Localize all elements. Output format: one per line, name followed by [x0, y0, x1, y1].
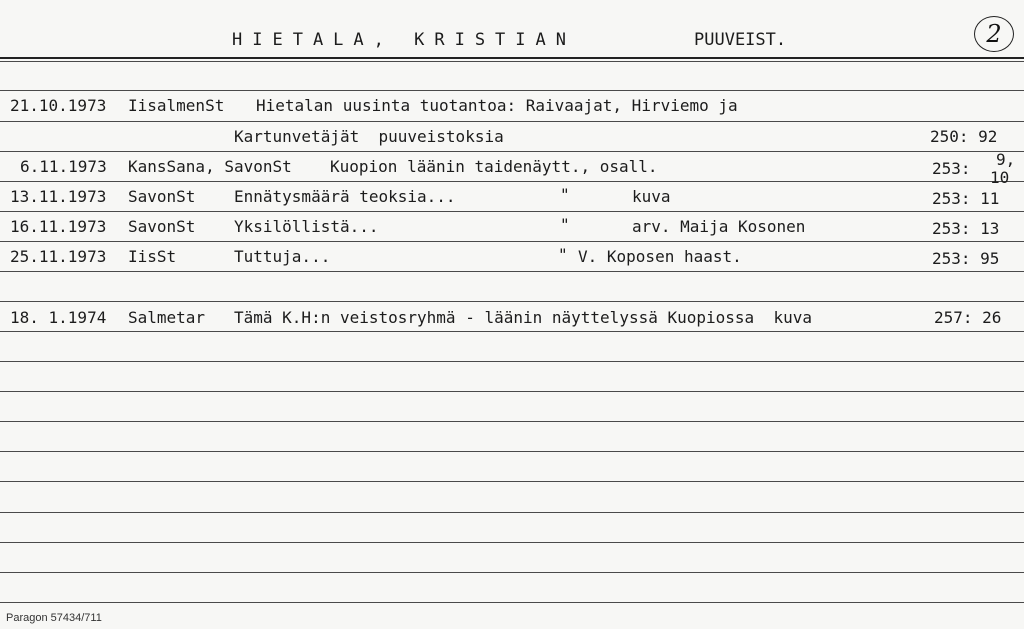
entry-text: Ennätysmäärä teoksia... — [234, 187, 456, 206]
row-rule — [0, 90, 1024, 91]
row-rule — [0, 151, 1024, 152]
row-rule — [0, 542, 1024, 543]
row-rule — [0, 181, 1024, 182]
entry-ref: 257: 26 — [934, 308, 1002, 327]
entry-date: 13.11.1973 — [10, 187, 107, 206]
entry-text: Kuopion läänin taidenäytt., osall. — [330, 157, 658, 176]
entry-ref-top: 9, — [996, 150, 1016, 169]
card-name: HIETALA, KRISTIAN — [232, 30, 576, 50]
row-rule — [0, 451, 1024, 452]
entry-ref: 250: 92 — [930, 127, 998, 146]
entry-date: 16.11.1973 — [10, 217, 107, 236]
entry-ref: 253: 95 — [932, 249, 1000, 268]
row-rule — [0, 211, 1024, 212]
entry-text: Tämä K.H:n veistosryhmä - läänin näyttelyssä Kuopiossa kuva — [234, 308, 812, 327]
row-rule — [0, 512, 1024, 513]
entry-source: KansSana, SavonSt — [128, 157, 292, 176]
entry-note: kuva — [632, 187, 671, 206]
row-rule — [0, 361, 1024, 362]
entry-ref-bottom: 10 — [990, 168, 1010, 187]
entry-text: Tuttuja... — [234, 247, 331, 266]
ditto-mark: " — [558, 245, 568, 264]
entry-note: V. Koposen haast. — [578, 247, 742, 266]
row-rule — [0, 602, 1024, 603]
entry-source: SavonSt — [128, 217, 196, 236]
entry-source: IisSt — [128, 247, 177, 266]
entry-ref: 253: 13 — [932, 219, 1000, 238]
entry-date: 6.11.1973 — [20, 157, 107, 176]
ditto-mark: " — [560, 185, 570, 204]
row-rule — [0, 301, 1024, 302]
card-category: PUUVEIST. — [694, 30, 787, 50]
row-rule — [0, 241, 1024, 242]
row-rule — [0, 121, 1024, 122]
entry-source: SavonSt — [128, 187, 196, 206]
entry-source: Salmetar — [128, 308, 206, 327]
entry-text: Yksilöllistä... — [234, 217, 379, 236]
entry-ref-page: 253: — [932, 159, 971, 178]
header-rule — [0, 57, 1024, 59]
row-rule — [0, 481, 1024, 482]
row-rule — [0, 572, 1024, 573]
entry-ref: 253: 11 — [932, 189, 1000, 208]
entry-date: 25.11.1973 — [10, 247, 107, 266]
row-rule — [0, 421, 1024, 422]
entry-note: arv. Maija Kosonen — [632, 217, 806, 236]
card-number: 2 — [974, 16, 1014, 52]
entry-text: Hietalan uusinta tuotantoa: Raivaajat, Hirviemo ja — [256, 96, 738, 115]
entry-date: 18. 1.1974 — [10, 308, 107, 327]
ditto-mark: " — [560, 215, 570, 234]
row-rule — [0, 391, 1024, 392]
card-footer: Paragon 57434/711 — [6, 612, 102, 624]
entry-date: 21.10.1973 — [10, 96, 107, 115]
entry-text: Kartunvetäjät puuveistoksia — [234, 127, 504, 146]
header-rule-2 — [0, 61, 1024, 62]
entry-source: IisalmenSt — [128, 96, 225, 115]
row-rule — [0, 331, 1024, 332]
row-rule — [0, 271, 1024, 272]
